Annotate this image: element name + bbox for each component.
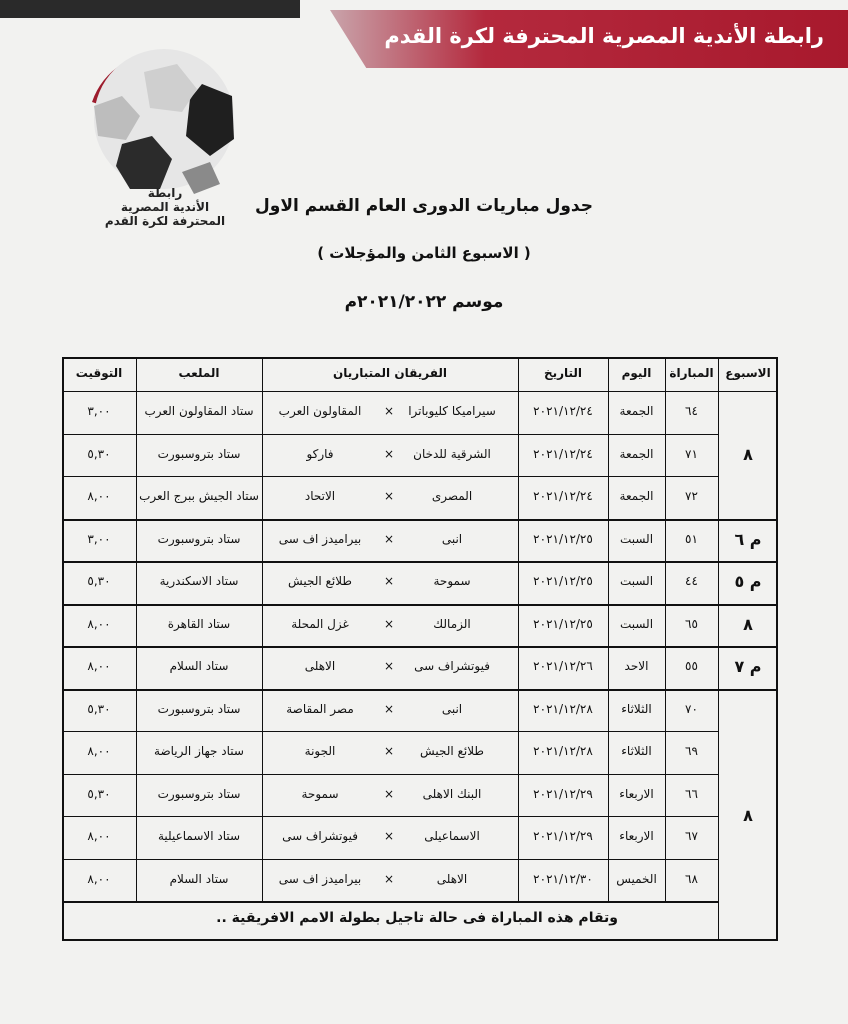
home-team: فيوتشراف سى	[414, 659, 490, 674]
match-number: ٧٠	[685, 701, 698, 716]
match-number: ٤٤	[685, 574, 698, 589]
schedule-subtitle: ( الاسبوع الثامن والمؤجلات )	[317, 244, 531, 262]
versus-mark: ×	[383, 829, 395, 844]
match-day: الاربعاء	[619, 786, 654, 801]
row-rule	[62, 561, 718, 563]
banner-title: رابطة الأندية المصرية المحترفة لكرة القدم	[384, 24, 824, 48]
home-team: سيراميكا كليوباترا	[408, 404, 496, 419]
table-border	[62, 357, 778, 359]
home-team: الاسماعيلى	[424, 829, 480, 844]
away-team: الاتحاد	[304, 489, 336, 504]
match-number: ٦٧	[685, 829, 698, 844]
versus-mark: ×	[383, 871, 395, 886]
home-team: سموحة	[433, 574, 471, 589]
match-number: ٦٦	[685, 786, 698, 801]
home-team: الزمالك	[433, 616, 471, 631]
match-date: ٢٠٢١/١٢/٢٤	[533, 446, 593, 461]
versus-mark: ×	[383, 786, 395, 801]
versus-mark: ×	[383, 446, 395, 461]
schedule-table	[62, 357, 778, 941]
match-day: الخميس	[616, 871, 657, 886]
column-rule	[262, 357, 263, 901]
schedule-title: جدول مباريات الدورى العام القسم الاول	[255, 196, 593, 216]
match-day: السبت	[619, 531, 654, 546]
home-team: انبى	[441, 531, 463, 546]
week-label: ٨	[743, 614, 753, 634]
header-teams: الفريقان المتباريان	[333, 366, 447, 380]
home-team: البنك الاهلى	[422, 786, 482, 801]
match-number: ٦٤	[685, 404, 698, 419]
match-number: ٧١	[685, 446, 698, 461]
versus-mark: ×	[383, 489, 395, 504]
versus-mark: ×	[383, 616, 395, 631]
kickoff-time: ٨,٠٠	[87, 489, 111, 504]
away-team: بيراميدز اف سى	[278, 531, 362, 546]
header-time: التوقيت	[75, 366, 123, 380]
match-number: ٥١	[685, 531, 698, 546]
match-date: ٢٠٢١/١٢/٣٠	[533, 871, 593, 886]
home-team: انبى	[441, 701, 463, 716]
table-rule	[62, 901, 718, 903]
table-border	[62, 939, 778, 941]
row-rule	[62, 476, 718, 477]
table-note: وتقام هذه المباراة فى حالة تاجيل بطولة الامم الافريقية ..	[216, 910, 618, 926]
kickoff-time: ٨,٠٠	[87, 829, 111, 844]
match-date: ٢٠٢١/١٢/٢٤	[533, 404, 593, 419]
kickoff-time: ٥,٣٠	[87, 446, 111, 461]
versus-mark: ×	[383, 744, 395, 759]
match-day: الجمعة	[619, 404, 654, 419]
versus-mark: ×	[383, 574, 395, 589]
header-match: المباراة	[669, 366, 714, 380]
stadium: ستاد السلام	[169, 871, 229, 886]
match-number: ٥٥	[685, 659, 698, 674]
header-stadium: الملعب	[178, 366, 220, 380]
kickoff-time: ٥,٣٠	[87, 786, 111, 801]
away-team: غزل المحلة	[291, 616, 349, 631]
kickoff-time: ٨,٠٠	[87, 616, 111, 631]
row-rule	[62, 689, 718, 691]
row-rule	[62, 519, 718, 521]
kickoff-time: ٣,٠٠	[87, 531, 111, 546]
stadium: ستاد المقاولون العرب	[144, 404, 254, 419]
stadium: ستاد الاسماعيلية	[157, 829, 241, 844]
versus-mark: ×	[383, 531, 395, 546]
kickoff-time: ٥,٣٠	[87, 574, 111, 589]
versus-mark: ×	[383, 701, 395, 716]
season-label: موسم ٢٠٢١/٢٠٢٢م	[344, 292, 504, 312]
row-rule	[62, 859, 718, 860]
stadium: ستاد الجيش ببرج العرب	[139, 489, 259, 504]
week-label: م ٧	[734, 657, 762, 677]
week-label: ٨	[743, 444, 753, 464]
match-day: السبت	[619, 616, 654, 631]
away-team: طلائع الجيش	[288, 574, 352, 589]
match-date: ٢٠٢١/١٢/٢٩	[533, 786, 593, 801]
kickoff-time: ٨,٠٠	[87, 871, 111, 886]
header-day: اليوم	[621, 366, 652, 380]
stadium: ستاد القاهرة	[167, 616, 231, 631]
match-date: ٢٠٢١/١٢/٢٥	[533, 574, 593, 589]
match-day: الثلاثاء	[621, 744, 652, 759]
week-rule	[718, 519, 778, 521]
away-team: مصر المقاصة	[286, 701, 354, 716]
match-number: ٦٩	[685, 744, 698, 759]
match-day: الجمعة	[619, 446, 654, 461]
row-rule	[62, 816, 718, 817]
away-team: فاركو	[306, 446, 334, 461]
row-rule	[62, 434, 718, 435]
match-day: الثلاثاء	[621, 701, 652, 716]
table-rule	[62, 391, 778, 392]
stadium: ستاد جهاز الرياضة	[154, 744, 244, 759]
week-rule	[718, 604, 778, 606]
match-number: ٦٥	[685, 616, 698, 631]
versus-mark: ×	[383, 404, 395, 419]
stadium: ستاد بتروسبورت	[157, 701, 241, 716]
home-team: الاهلى	[436, 871, 468, 886]
match-date: ٢٠٢١/١٢/٢٤	[533, 489, 593, 504]
week-label: م ٦	[734, 529, 762, 549]
match-day: السبت	[619, 574, 654, 589]
week-label: ٨	[743, 806, 753, 825]
kickoff-time: ٨,٠٠	[87, 744, 111, 759]
week-label: م ٥	[734, 572, 762, 592]
kickoff-time: ٥,٣٠	[87, 701, 111, 716]
stadium: ستاد بتروسبورت	[157, 786, 241, 801]
match-day: الاربعاء	[619, 829, 654, 844]
top-dark-stripe	[0, 0, 300, 18]
row-rule	[62, 604, 718, 606]
table-border	[62, 357, 64, 941]
home-team: المصرى	[431, 489, 473, 504]
match-date: ٢٠٢١/١٢/٢٨	[533, 701, 593, 716]
logo-caption-line: رابطة	[147, 186, 183, 200]
match-date: ٢٠٢١/١٢/٢٦	[533, 659, 593, 674]
header-date: التاريخ	[543, 366, 583, 380]
kickoff-time: ٨,٠٠	[87, 659, 111, 674]
logo-caption-line: الأندية المصرية	[120, 200, 210, 214]
kickoff-time: ٣,٠٠	[87, 404, 111, 419]
week-rule	[718, 689, 778, 691]
row-rule	[62, 731, 718, 732]
logo-caption-line: المحترفة لكرة القدم	[104, 214, 226, 228]
match-date: ٢٠٢١/١٢/٢٨	[533, 744, 593, 759]
away-team: سموحة	[301, 786, 339, 801]
stadium: ستاد بتروسبورت	[157, 531, 241, 546]
row-rule	[62, 646, 718, 648]
header-week: الاسبوع	[725, 366, 771, 380]
away-team: فيوتشراف سى	[282, 829, 358, 844]
home-team: الشرقية للدخان	[413, 446, 491, 461]
week-rule	[718, 646, 778, 648]
stadium: ستاد الاسكندرية	[159, 574, 239, 589]
week-rule	[718, 561, 778, 563]
match-number: ٧٢	[685, 489, 698, 504]
away-team: الجونة	[304, 744, 336, 759]
away-team: الاهلى	[304, 659, 336, 674]
match-number: ٦٨	[685, 871, 698, 886]
match-date: ٢٠٢١/١٢/٢٥	[533, 531, 593, 546]
away-team: المقاولون العرب	[278, 404, 362, 419]
row-rule	[62, 774, 718, 775]
home-team: طلائع الجيش	[420, 744, 484, 759]
versus-mark: ×	[383, 659, 395, 674]
match-date: ٢٠٢١/١٢/٢٥	[533, 616, 593, 631]
stadium: ستاد السلام	[169, 659, 229, 674]
match-date: ٢٠٢١/١٢/٢٩	[533, 829, 593, 844]
away-team: بيراميدز اف سى	[278, 871, 362, 886]
match-day: الجمعة	[619, 489, 654, 504]
stadium: ستاد بتروسبورت	[157, 446, 241, 461]
match-day: الاحد	[624, 659, 649, 674]
